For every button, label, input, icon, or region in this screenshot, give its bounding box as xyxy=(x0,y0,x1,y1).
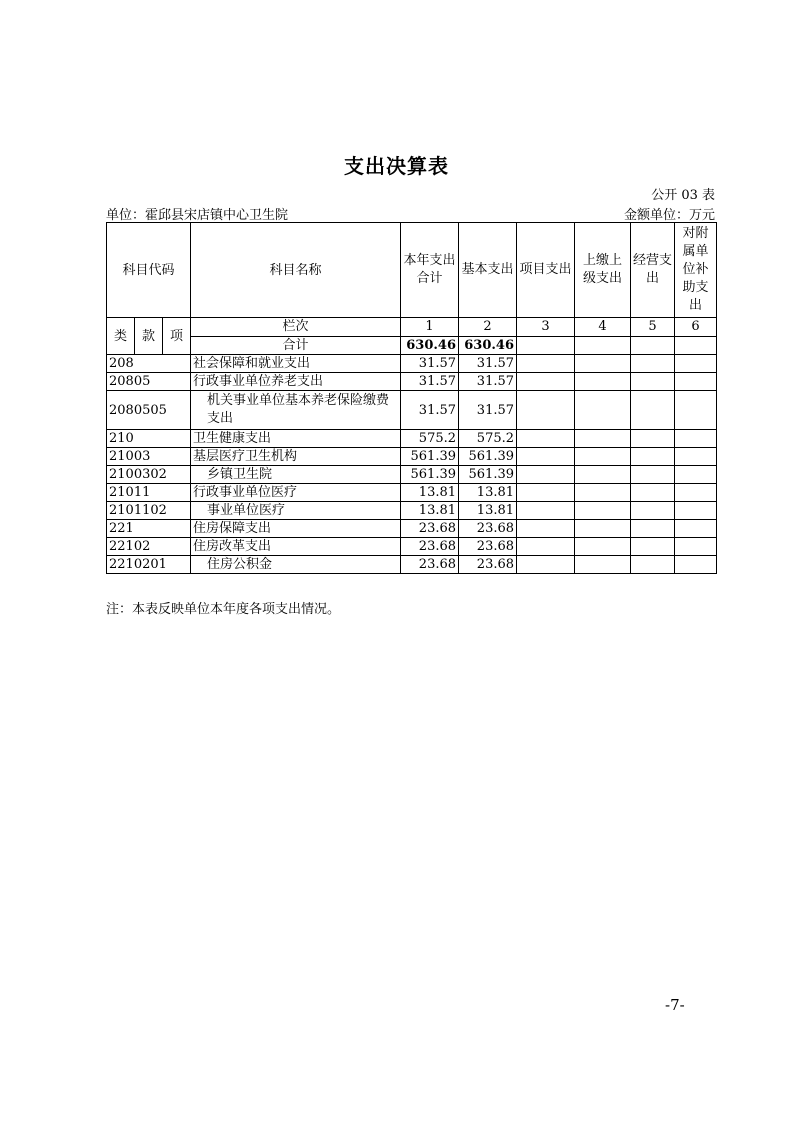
row-code: 2210201 xyxy=(107,556,191,574)
subheader-lei: 类 xyxy=(107,318,135,355)
row-col1: 13.81 xyxy=(401,502,459,520)
table-row xyxy=(107,556,717,574)
row-col2: 31.57 xyxy=(459,355,517,373)
row-code: 210 xyxy=(107,430,191,448)
table-row xyxy=(107,355,717,373)
row-col1: 13.81 xyxy=(401,484,459,502)
row-col2: 23.68 xyxy=(459,520,517,538)
header-col4: 上缴上级支出 xyxy=(575,223,631,318)
row-code: 22102 xyxy=(107,538,191,556)
header-col2: 基本支出 xyxy=(459,223,517,318)
header-code: 科目代码 xyxy=(107,223,191,318)
row-code: 2101102 xyxy=(107,502,191,520)
row-col2: 13.81 xyxy=(459,484,517,502)
table-row xyxy=(107,373,717,391)
row-col1: 23.68 xyxy=(401,556,459,574)
row-name: 基层医疗卫生机构 xyxy=(191,448,401,466)
row-col1: 31.57 xyxy=(401,355,459,373)
column-number-6: 6 xyxy=(675,318,717,337)
row-name: 住房公积金 xyxy=(191,556,401,574)
header-col3: 项目支出 xyxy=(517,223,575,318)
row-col1: 31.57 xyxy=(401,391,459,430)
row-name: 住房保障支出 xyxy=(191,520,401,538)
unit-label: 单位：霍邱县宋店镇中心卫生院 xyxy=(106,208,289,223)
subheader-kuan: 款 xyxy=(135,318,163,355)
row-col2: 575.2 xyxy=(459,430,517,448)
row-col2: 31.57 xyxy=(459,391,517,430)
table-row xyxy=(107,448,717,466)
total-col1: 630.46 xyxy=(401,336,459,355)
row-col2: 31.57 xyxy=(459,373,517,391)
subheader-row xyxy=(107,318,717,337)
total-col4 xyxy=(575,336,631,355)
table-row xyxy=(107,466,717,484)
form-number: 公开 03 表 xyxy=(651,188,715,203)
table-row xyxy=(107,520,717,538)
subheader-lanci: 栏次 xyxy=(191,318,401,337)
row-code: 2080505 xyxy=(107,391,191,430)
total-col6 xyxy=(675,336,717,355)
column-number-1: 1 xyxy=(401,318,459,337)
table-row xyxy=(107,502,717,520)
row-col1: 23.68 xyxy=(401,538,459,556)
row-code: 208 xyxy=(107,355,191,373)
row-col2: 13.81 xyxy=(459,502,517,520)
table-row xyxy=(107,484,717,502)
column-number-2: 2 xyxy=(459,318,517,337)
total-row xyxy=(107,336,717,355)
row-col1: 575.2 xyxy=(401,430,459,448)
page-number: -7- xyxy=(665,996,685,1014)
table-note: 注：本表反映单位本年度各项支出情况。 xyxy=(106,602,341,617)
column-number-4: 4 xyxy=(575,318,631,337)
column-number-3: 3 xyxy=(517,318,575,337)
row-name: 行政事业单位养老支出 xyxy=(191,373,401,391)
row-name: 事业单位医疗 xyxy=(191,502,401,520)
row-col2: 23.68 xyxy=(459,556,517,574)
row-name: 卫生健康支出 xyxy=(191,430,401,448)
total-label: 合计 xyxy=(191,336,401,355)
document-title: 支出决算表 xyxy=(344,154,449,178)
table-row xyxy=(107,538,717,556)
total-col3 xyxy=(517,336,575,355)
row-name: 住房改革支出 xyxy=(191,538,401,556)
column-number-5: 5 xyxy=(631,318,675,337)
row-col2: 561.39 xyxy=(459,448,517,466)
header-col1: 本年支出合计 xyxy=(401,223,459,318)
header-name: 科目名称 xyxy=(191,223,401,318)
row-code: 21011 xyxy=(107,484,191,502)
total-col5 xyxy=(631,336,675,355)
row-name: 行政事业单位医疗 xyxy=(191,484,401,502)
row-code: 20805 xyxy=(107,373,191,391)
header-col6: 对附属单位补助支出 xyxy=(675,223,717,318)
row-col1: 561.39 xyxy=(401,466,459,484)
money-unit-label: 金额单位：万元 xyxy=(623,208,715,223)
total-col2: 630.46 xyxy=(459,336,517,355)
row-code: 2100302 xyxy=(107,466,191,484)
row-col1: 31.57 xyxy=(401,373,459,391)
table-row xyxy=(107,391,717,430)
row-name: 乡镇卫生院 xyxy=(191,466,401,484)
row-name: 社会保障和就业支出 xyxy=(191,355,401,373)
header-row xyxy=(107,223,717,318)
row-code: 221 xyxy=(107,520,191,538)
row-code: 21003 xyxy=(107,448,191,466)
row-col2: 561.39 xyxy=(459,466,517,484)
expenditure-table xyxy=(106,222,717,574)
row-name: 机关事业单位基本养老保险缴费支出 xyxy=(191,391,401,430)
row-col1: 561.39 xyxy=(401,448,459,466)
row-col2: 23.68 xyxy=(459,538,517,556)
header-col5: 经营支出 xyxy=(631,223,675,318)
row-col1: 23.68 xyxy=(401,520,459,538)
subheader-xiang: 项 xyxy=(163,318,191,355)
table-row xyxy=(107,430,717,448)
